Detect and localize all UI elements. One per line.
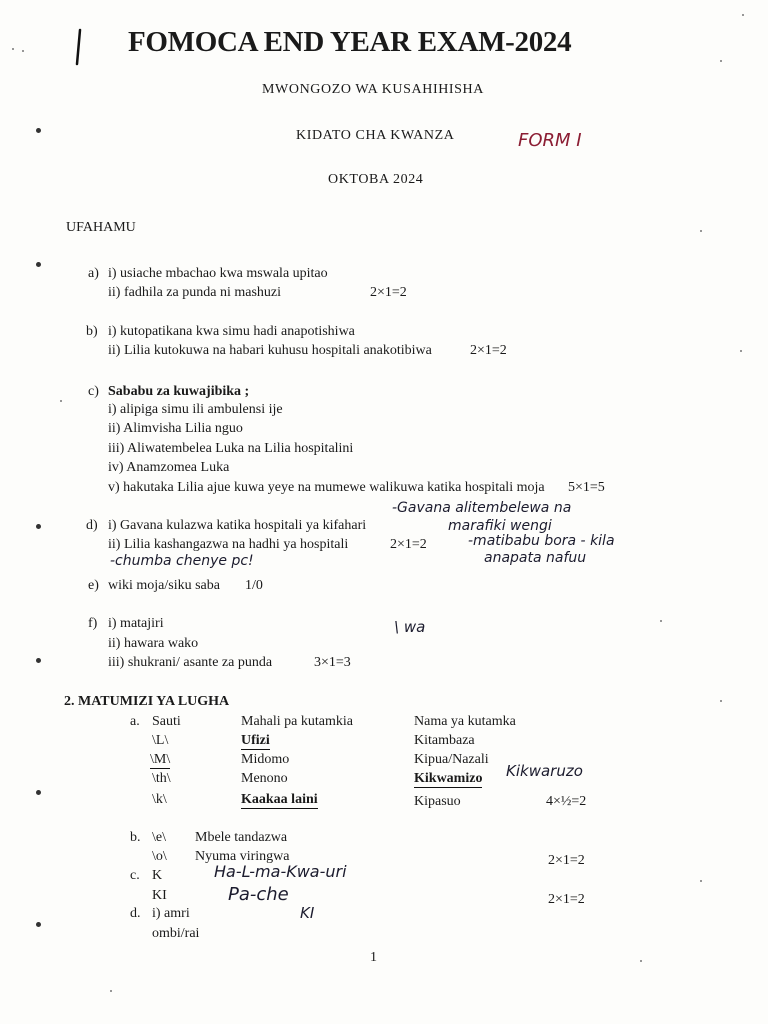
handwritten-note-d: anapata nafuu [484,550,587,566]
vowel-cell: \e\ [152,830,166,845]
answer-c-item: ii) Alimvisha Lilia nguo [108,421,243,436]
mood-cell: i) amri [152,906,190,921]
syllable-cell: KI [152,888,167,903]
exam-title: FOMOCA END YEAR EXAM-2024 [128,26,572,58]
question-label-f: f) [88,616,98,631]
answer-d-line1: i) Gavana kulazwa katika hospitali ya kifahari [108,518,367,533]
answer-f-item: i) matajiri [108,616,164,631]
vowel-cell: Mbele tandazwa [195,830,288,845]
answer-f-item: iii) shukrani/ asante za punda [108,655,273,670]
handwritten-note-d: -chumba chenye pc! [110,553,254,569]
table-header-mahali: Mahali pa kutamkia [241,714,353,729]
marks-2c: 2×1=2 [548,892,585,907]
answer-b-line1: i) kutopatikana kwa simu hadi anapotishiwa [108,324,355,339]
punch-hole [36,524,41,529]
form-level: KIDATO CHA KWANZA [296,128,455,143]
punch-hole [36,128,41,133]
handwritten-note-d: -matibabu bora - kila [468,533,615,549]
syllable-cell: K [152,868,163,883]
vowel-cell: \o\ [152,849,167,864]
question-label-2c: c. [130,868,140,883]
handwritten-note-d: -Gavana alitembelewa na [392,500,572,516]
marks-2a: 4×½=2 [546,794,587,809]
marks-c: 5×1=5 [568,480,605,495]
answer-e-line1: wiki moja/siku saba [108,578,220,593]
marks-e: 1/0 [245,578,263,593]
answer-c-item: v) hakutaka Lilia ajue kuwa yeye na mumewe walikuwa katika hospitali moja [108,480,545,495]
handwritten-note-2a: Kikwaruzo [506,762,583,780]
table-cell: \M\ [150,752,171,767]
table-cell: Menono [241,771,288,786]
table-cell: Kipua/Nazali [414,752,489,767]
exam-date: OKTOBA 2024 [328,172,424,187]
marks-f: 3×1=3 [314,655,351,670]
table-cell: Kipasuo [414,794,461,809]
question-label-e: e) [88,578,99,593]
table-header-sauti: Sauti [152,714,181,729]
table-cell: Kitambaza [414,733,475,748]
margin-tick-mark [74,28,84,68]
question-label-2b: b. [130,830,141,845]
answer-c-item: iii) Aliwatembelea Luka na Lilia hospitalini [108,441,354,456]
handwritten-note-d: marafiki wengi [448,518,552,534]
answer-a-line2: ii) fadhila za punda ni mashuzi [108,285,281,300]
table-cell: Kaakaa laini [241,792,318,807]
handwritten-note-2c: Ha-L-ma-Kwa-uri [214,862,347,881]
table-header-nama: Nama ya kutamka [414,714,516,729]
table-cell: Midomo [241,752,290,767]
section-heading-matumizi: 2. MATUMIZI YA LUGHA [64,694,230,709]
question-label-b: b) [86,324,98,339]
table-cell: \L\ [152,733,169,748]
handwritten-note-2c: Pa-che [228,884,289,905]
marks-b: 2×1=2 [470,343,507,358]
punch-hole [36,658,41,663]
question-label-d: d) [86,518,98,533]
question-label-2a: a. [130,714,140,729]
question-label-c: c) [88,384,99,399]
answer-b-line2: ii) Lilia kutokuwa na habari kuhusu hospitali anakotibiwa [108,343,432,358]
answer-f-item: ii) hawara wako [108,636,199,651]
question-label-2d: d. [130,906,141,921]
punch-hole [36,790,41,795]
page-number: 1 [370,950,377,965]
table-cell: Kikwamizo [414,771,483,786]
handwritten-note-f: \ wa [394,618,426,636]
vowel-cell: Nyuma viringwa [195,849,290,864]
marks-d: 2×1=2 [390,537,427,552]
answer-c-item: i) alipiga simu ili ambulensi ije [108,402,283,417]
section-heading-ufahamu: UFAHAMU [66,220,136,235]
table-cell: Ufizi [241,733,270,748]
table-cell: \k\ [152,792,167,807]
punch-hole [36,922,41,927]
marks-a: 2×1=2 [370,285,407,300]
table-cell: \th\ [152,771,171,786]
answer-d-line2: ii) Lilia kashangazwa na hadhi ya hospitali [108,537,349,552]
marking-scheme-subtitle: MWONGOZO WA KUSAHIHISHA [262,82,484,97]
handwritten-note-2c: KI [300,904,315,922]
answer-a-line1: i) usiache mbachao kwa mswala upitao [108,266,328,281]
marks-2b: 2×1=2 [548,853,585,868]
mood-cell: ombi/rai [152,926,200,941]
question-label-a: a) [88,266,99,281]
punch-hole [36,262,41,267]
answer-c-item: iv) Anamzomea Luka [108,460,230,475]
handwritten-form-note: FORM I [518,130,582,151]
answer-c-heading: Sababu za kuwajibika ; [108,384,250,399]
